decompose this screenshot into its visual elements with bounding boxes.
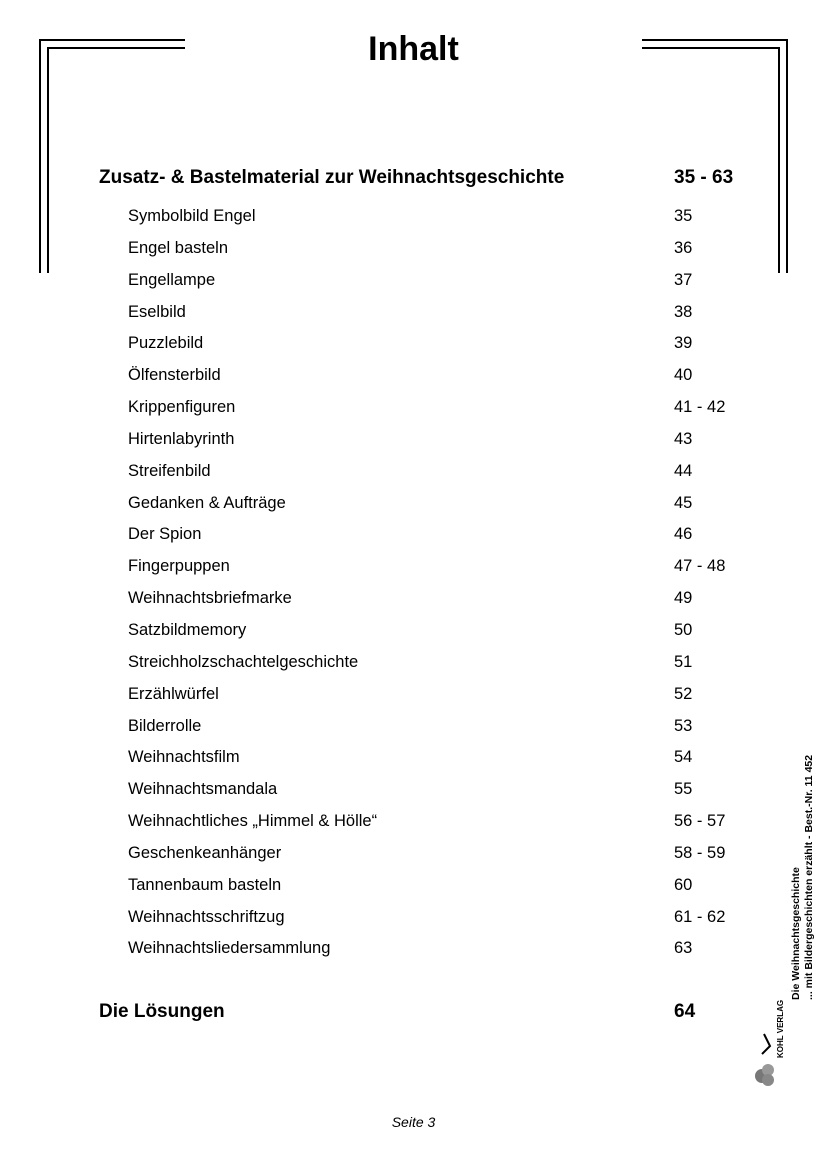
toc-entry-pages: 37 — [674, 270, 693, 289]
toc-entry — [128, 334, 768, 366]
toc-entry — [128, 812, 768, 844]
toc-entry-label: Der Spion — [128, 525, 202, 544]
section-pages: 64 — [674, 1001, 696, 1022]
toc-entry-label: Engellampe — [128, 270, 216, 289]
toc-entry — [128, 462, 768, 494]
toc-entry-pages: 50 — [674, 620, 693, 639]
toc-entry-label: Tannenbaum basteln — [128, 875, 282, 894]
toc-entry — [128, 366, 768, 398]
section-label: Die Lösungen — [99, 1001, 225, 1022]
toc-entry-label: Weihnachtliches „Himmel & Hölle“ — [128, 812, 378, 831]
toc-entry-pages: 44 — [674, 461, 693, 480]
toc-entry-pages: 52 — [674, 684, 693, 703]
toc-entry-pages: 49 — [674, 589, 693, 608]
page-number: Seite 3 — [391, 1114, 436, 1130]
toc-entry — [128, 303, 768, 335]
side-title: Die Weihnachtsgeschichte — [790, 867, 802, 1000]
toc-entry-label: Weihnachtsschriftzug — [128, 907, 285, 926]
toc-entry-pages: 47 - 48 — [674, 557, 726, 576]
toc-entry — [128, 717, 768, 749]
toc-entry-label: Weihnachtsmandala — [128, 780, 278, 799]
toc-entry — [128, 494, 768, 526]
toc-entry — [128, 653, 768, 685]
toc-entry-pages: 51 — [674, 652, 693, 671]
toc-entry-label: Symbolbild Engel — [128, 207, 256, 225]
toc-entry-pages: 41 - 42 — [674, 398, 726, 417]
toc-entry-pages: 35 — [674, 207, 693, 225]
toc-entry — [128, 939, 768, 971]
toc-entry-label: Geschenkeanhänger — [128, 843, 282, 862]
toc-entry-label: Krippenfiguren — [128, 398, 236, 417]
toc-entry — [128, 621, 768, 653]
toc-entry-pages: 54 — [674, 748, 693, 767]
toc-entry — [128, 685, 768, 717]
toc-entry-label: Ölfensterbild — [128, 366, 221, 385]
toc-entry-pages: 40 — [674, 366, 693, 385]
toc-entry-label: Weihnachtsliedersammlung — [128, 939, 331, 958]
toc-entry-pages: 39 — [674, 334, 693, 353]
side-subtitle: ... mit Bildergeschichten erzählt - Best.-Nr. 11 452 — [803, 754, 815, 1000]
toc-entry-label: Bilderrolle — [128, 716, 202, 735]
toc-entry-pages: 56 - 57 — [674, 812, 726, 831]
toc-entry-pages: 60 — [674, 875, 693, 894]
toc-entry — [128, 908, 768, 940]
toc-entry-pages: 61 - 62 — [674, 907, 726, 926]
toc-entry-pages: 38 — [674, 302, 693, 321]
toc-entry — [128, 271, 768, 303]
page-title: Inhalt — [368, 30, 459, 68]
toc-entry — [128, 557, 768, 589]
toc-entry — [128, 589, 768, 621]
publisher-logo — [752, 999, 802, 1088]
toc-entry — [128, 844, 768, 876]
toc-entry-label: Streichholzschachtelgeschichte — [128, 652, 359, 671]
toc-entry-pages: 55 — [674, 780, 693, 799]
publisher-name: KOHL VERLAG — [776, 999, 785, 1058]
toc-entry-label: Satzbildmemory — [128, 620, 247, 639]
toc-entry-label: Hirtenlabyrinth — [128, 429, 235, 448]
toc-entry-pages: 43 — [674, 429, 693, 448]
toc-entry-pages: 58 - 59 — [674, 843, 726, 862]
toc-entry — [128, 207, 768, 239]
toc-entry — [128, 239, 768, 271]
toc-entry — [128, 525, 768, 557]
toc-entry-pages: 53 — [674, 716, 693, 735]
section-label: Zusatz- & Bastelmaterial zur Weihnachtsgeschichte — [99, 167, 565, 188]
toc-entry — [128, 876, 768, 908]
toc-entry-label: Erzählwürfel — [128, 684, 219, 703]
section-pages: 35 - 63 — [674, 167, 734, 188]
toc-entry-pages: 63 — [674, 939, 693, 958]
toc-entry-label: Eselbild — [128, 302, 186, 321]
toc-entry-label: Fingerpuppen — [128, 557, 230, 576]
toc-entry — [128, 398, 768, 430]
toc-entry-label: Engel basteln — [128, 238, 228, 257]
toc-entry-list — [128, 207, 768, 971]
toc-entry-pages: 36 — [674, 238, 693, 257]
toc-entry — [128, 748, 768, 780]
toc-entry — [128, 780, 768, 812]
toc-entry-label: Gedanken & Aufträge — [128, 493, 286, 512]
toc-entry-pages: 46 — [674, 525, 693, 544]
toc-entry — [128, 430, 768, 462]
toc-entry-label: Weihnachtsbriefmarke — [128, 589, 292, 608]
toc-entry-label: Puzzlebild — [128, 334, 204, 353]
toc-entry-label: Weihnachtsfilm — [128, 748, 240, 767]
side-publication-info — [790, 755, 816, 1000]
toc-entry-label: Streifenbild — [128, 461, 211, 480]
toc-entry-pages: 45 — [674, 493, 693, 512]
